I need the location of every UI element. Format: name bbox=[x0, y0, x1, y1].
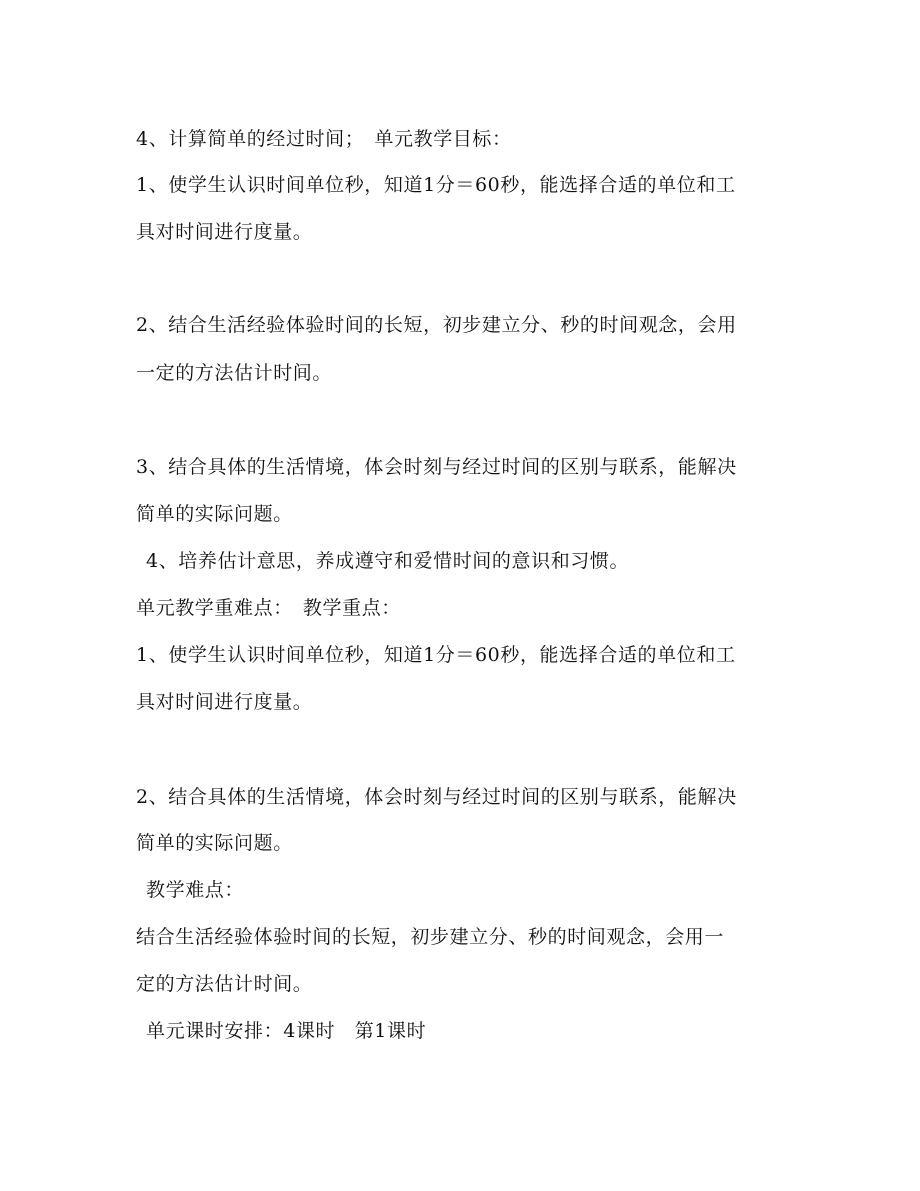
text-line: 一定的方法估计时间。 bbox=[136, 362, 333, 384]
text-line: 教学难点： bbox=[146, 879, 245, 901]
text-line: 1、使学生认识时间单位秒，知道1分＝60秒，能选择合适的单位和工 bbox=[136, 174, 736, 196]
text-line: 2、结合生活经验体验时间的长短，初步建立分、秒的时间观念，会用 bbox=[136, 314, 737, 336]
text-line: 单元课时安排：4课时 第1课时 bbox=[146, 1020, 427, 1042]
text-line: 1、使学生认识时间单位秒，知道1分＝60秒，能选择合适的单位和工 bbox=[136, 644, 736, 666]
text-line: 结合生活经验体验时间的长短，初步建立分、秒的时间观念，会用一 bbox=[136, 926, 725, 948]
text-line: 3、结合具体的生活情境，体会时刻与经过时间的区别与联系，能解决 bbox=[136, 456, 737, 478]
text-line: 具对时间进行度量。 bbox=[136, 221, 313, 243]
text-line: 具对时间进行度量。 bbox=[136, 691, 313, 713]
text-line: 定的方法估计时间。 bbox=[136, 973, 313, 995]
text-line: 2、结合具体的生活情境，体会时刻与经过时间的区别与联系，能解决 bbox=[136, 786, 737, 808]
text-line: 简单的实际问题。 bbox=[136, 832, 293, 854]
text-line: 单元教学重难点： 教学重点： bbox=[136, 597, 401, 619]
text-line: 4、计算简单的经过时间； 单元教学目标： bbox=[136, 128, 512, 150]
text-line: 简单的实际问题。 bbox=[136, 503, 293, 525]
text-line: 4、培养估计意思，养成遵守和爱惜时间的意识和习惯。 bbox=[146, 550, 630, 572]
